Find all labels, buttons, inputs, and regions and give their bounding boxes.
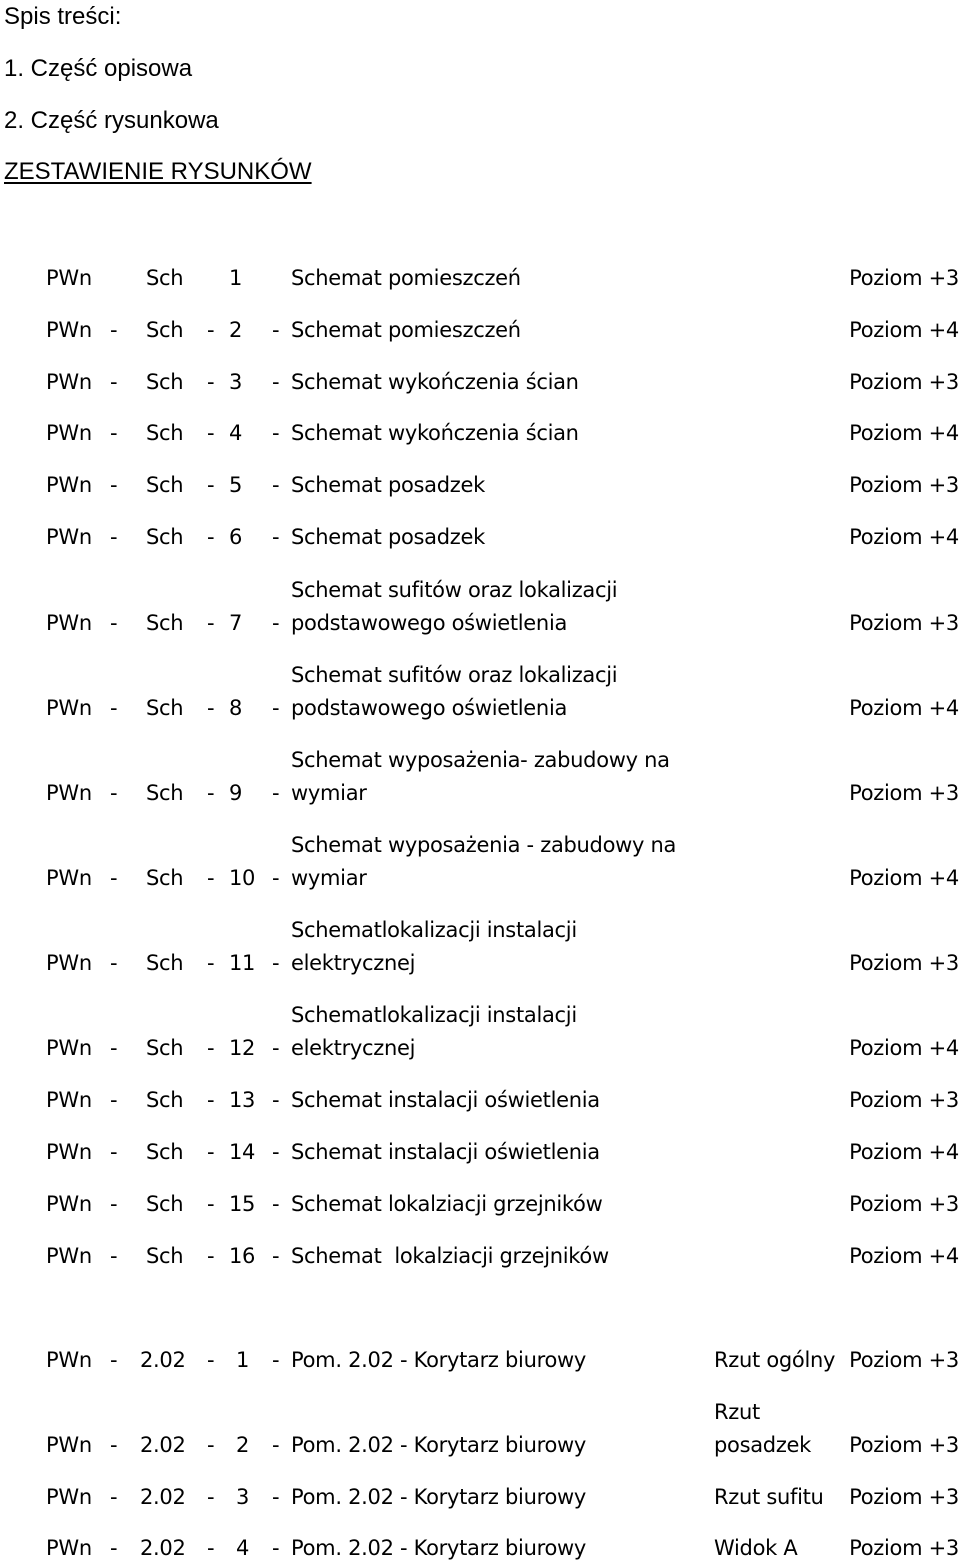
drawing-code: PWn <box>46 473 92 497</box>
separator: - <box>110 696 118 720</box>
separator: - <box>207 525 215 549</box>
drawing-series: 2.02 <box>140 1433 186 1457</box>
drawing-number: 15 <box>229 1192 256 1216</box>
drawing-code: PWn <box>46 781 92 805</box>
separator: - <box>272 1192 280 1216</box>
separator: - <box>207 611 215 635</box>
drawing-number: 7 <box>229 611 243 635</box>
separator: - <box>207 1433 215 1457</box>
separator: - <box>207 421 215 445</box>
drawing-number: 2 <box>229 318 243 342</box>
drawing-number: 9 <box>229 781 243 805</box>
part2-heading: 2. Część rysunkowa <box>4 107 219 134</box>
separator: - <box>110 1244 118 1268</box>
drawing-code: PWn <box>46 696 92 720</box>
drawing-number: 12 <box>229 1036 256 1060</box>
drawing-number: 11 <box>229 951 256 975</box>
drawing-series: Sch <box>146 1192 184 1216</box>
drawing-level: Poziom +4 <box>849 1036 959 1060</box>
drawing-view: Rzut posadzek <box>714 1400 812 1457</box>
drawing-view: Rzut sufitu <box>714 1485 824 1509</box>
drawing-series: Sch <box>146 611 184 635</box>
separator: - <box>110 781 118 805</box>
separator: - <box>207 1036 215 1060</box>
separator: - <box>207 1348 215 1372</box>
drawing-level: Poziom +3 <box>849 1433 959 1457</box>
separator: - <box>272 1140 280 1164</box>
drawing-description: Schemat wyposażenia- zabudowy na wymiar <box>291 748 670 805</box>
separator: - <box>110 473 118 497</box>
drawing-description: Pom. 2.02 - Korytarz biurowy <box>291 1536 587 1560</box>
part1-heading: 1. Część opisowa <box>4 55 193 82</box>
drawing-level: Poziom +4 <box>849 525 959 549</box>
drawing-code: PWn <box>46 1433 92 1457</box>
drawing-description: Schemat instalacji oświetlenia <box>291 1140 600 1164</box>
separator: - <box>207 473 215 497</box>
separator: - <box>110 318 118 342</box>
drawing-series: 2.02 <box>140 1348 186 1372</box>
separator: - <box>110 866 118 890</box>
drawing-code: PWn <box>46 611 92 635</box>
drawing-code: PWn <box>46 1485 92 1509</box>
drawing-level: Poziom +4 <box>849 1244 959 1268</box>
separator: - <box>110 525 118 549</box>
drawing-number: 14 <box>229 1140 256 1164</box>
drawing-code: PWn <box>46 525 92 549</box>
separator: - <box>110 1036 118 1060</box>
drawing-code: PWn <box>46 370 92 394</box>
separator: - <box>272 696 280 720</box>
drawing-description: Schemat lokalziacji grzejników <box>291 1244 609 1268</box>
separator: - <box>207 1140 215 1164</box>
drawing-level: Poziom +3 <box>849 473 959 497</box>
separator: - <box>110 951 118 975</box>
separator: - <box>207 1536 215 1560</box>
drawing-description: Pom. 2.02 - Korytarz biurowy <box>291 1485 587 1509</box>
separator: - <box>207 1192 215 1216</box>
drawing-code: PWn <box>46 1140 92 1164</box>
table-row <box>0 744 960 810</box>
drawing-series: Sch <box>146 1036 184 1060</box>
drawing-series: Sch <box>146 318 184 342</box>
separator: - <box>272 1036 280 1060</box>
separator: - <box>110 1088 118 1112</box>
separator: - <box>272 318 280 342</box>
drawing-description: Schemat pomieszczeń <box>291 318 521 342</box>
separator: - <box>272 951 280 975</box>
drawing-description: Pom. 2.02 - Korytarz biurowy <box>291 1348 587 1372</box>
drawing-number: 1 <box>229 266 243 290</box>
separator: - <box>110 421 118 445</box>
separator: - <box>272 1433 280 1457</box>
drawing-code: PWn <box>46 951 92 975</box>
drawing-code: PWn <box>46 421 92 445</box>
drawing-level: Poziom +4 <box>849 1140 959 1164</box>
drawing-code: PWn <box>46 1088 92 1112</box>
table-row <box>0 659 960 725</box>
drawing-number: 13 <box>229 1088 256 1112</box>
drawing-view: Rzut ogólny <box>714 1348 836 1372</box>
drawing-code: PWn <box>46 1348 92 1372</box>
separator: - <box>272 421 280 445</box>
drawing-number: 8 <box>229 696 243 720</box>
drawings-list-heading: ZESTAWIENIE RYSUNKÓW <box>4 158 312 185</box>
drawing-view: Widok A <box>714 1536 798 1560</box>
drawing-series: Sch <box>146 951 184 975</box>
drawing-number: 3 <box>229 370 243 394</box>
drawing-level: Poziom +4 <box>849 421 959 445</box>
table-row <box>0 829 960 895</box>
drawing-level: Poziom +3 <box>849 370 959 394</box>
drawing-code: PWn <box>46 1192 92 1216</box>
drawing-level: Poziom +4 <box>849 696 959 720</box>
drawing-description: Schemat pomieszczeń <box>291 266 521 290</box>
separator: - <box>207 370 215 394</box>
drawing-number: 4 <box>236 1536 250 1560</box>
drawing-code: PWn <box>46 318 92 342</box>
drawing-level: Poziom +4 <box>849 318 959 342</box>
drawing-series: Sch <box>146 1140 184 1164</box>
drawing-series: Sch <box>146 266 184 290</box>
separator: - <box>207 1088 215 1112</box>
toc-heading: Spis treści: <box>4 3 122 30</box>
drawing-series: Sch <box>146 696 184 720</box>
drawing-description: Schemat wyposażenia - zabudowy na wymiar <box>291 833 677 890</box>
drawing-number: 5 <box>229 473 243 497</box>
drawing-description: Schemat instalacji oświetlenia <box>291 1088 600 1112</box>
drawing-number: 10 <box>229 866 256 890</box>
drawing-description: Schemat wykończenia ścian <box>291 421 579 445</box>
drawing-level: Poziom +4 <box>849 866 959 890</box>
drawing-series: Sch <box>146 473 184 497</box>
drawing-number: 6 <box>229 525 243 549</box>
drawing-number: 1 <box>236 1348 250 1372</box>
separator: - <box>272 1348 280 1372</box>
drawing-description: Schematlokalizacji instalacji elektrycznej <box>291 918 577 975</box>
drawing-code: PWn <box>46 1244 92 1268</box>
separator: - <box>207 951 215 975</box>
drawing-level: Poziom +3 <box>849 1088 959 1112</box>
table-row <box>0 1396 960 1462</box>
separator: - <box>207 318 215 342</box>
drawing-series: 2.02 <box>140 1536 186 1560</box>
drawing-level: Poziom +3 <box>849 611 959 635</box>
separator: - <box>272 866 280 890</box>
separator: - <box>207 696 215 720</box>
drawing-description: Schemat lokalziacji grzejników <box>291 1192 603 1216</box>
drawing-series: Sch <box>146 421 184 445</box>
drawing-series: Sch <box>146 781 184 805</box>
separator: - <box>110 1140 118 1164</box>
drawing-description: Schemat posadzek <box>291 473 485 497</box>
drawing-description: Schemat wykończenia ścian <box>291 370 579 394</box>
drawing-level: Poziom +3 <box>849 1348 959 1372</box>
separator: - <box>272 1088 280 1112</box>
drawing-number: 3 <box>236 1485 250 1509</box>
drawing-number: 16 <box>229 1244 256 1268</box>
separator: - <box>272 525 280 549</box>
separator: - <box>272 473 280 497</box>
drawing-description: Schemat sufitów oraz lokalizacji podstawowego oświetlenia <box>291 578 618 635</box>
drawing-level: Poziom +3 <box>849 781 959 805</box>
drawing-series: Sch <box>146 1088 184 1112</box>
drawing-series: Sch <box>146 370 184 394</box>
drawing-description: Schemat sufitów oraz lokalizacji podstawowego oświetlenia <box>291 663 618 720</box>
separator: - <box>207 1244 215 1268</box>
drawing-code: PWn <box>46 1536 92 1560</box>
drawing-series: Sch <box>146 525 184 549</box>
separator: - <box>207 866 215 890</box>
drawing-code: PWn <box>46 266 92 290</box>
drawing-description: Schemat posadzek <box>291 525 485 549</box>
separator: - <box>272 1485 280 1509</box>
drawing-level: Poziom +3 <box>849 1536 959 1560</box>
separator: - <box>207 781 215 805</box>
drawing-series: Sch <box>146 1244 184 1268</box>
separator: - <box>110 1192 118 1216</box>
drawing-level: Poziom +3 <box>849 951 959 975</box>
table-row <box>0 574 960 640</box>
separator: - <box>110 370 118 394</box>
drawing-number: 4 <box>229 421 243 445</box>
drawing-level: Poziom +3 <box>849 1485 959 1509</box>
drawing-series: Sch <box>146 866 184 890</box>
table-row <box>0 914 960 980</box>
drawing-description: Schematlokalizacji instalacji elektrycznej <box>291 1003 577 1060</box>
separator: - <box>110 1536 118 1560</box>
drawing-description: Pom. 2.02 - Korytarz biurowy <box>291 1433 587 1457</box>
table-row <box>0 999 960 1065</box>
drawing-code: PWn <box>46 1036 92 1060</box>
separator: - <box>110 1348 118 1372</box>
separator: - <box>207 1485 215 1509</box>
separator: - <box>272 1244 280 1268</box>
separator: - <box>272 370 280 394</box>
drawing-code: PWn <box>46 866 92 890</box>
drawing-level: Poziom +3 <box>849 266 959 290</box>
separator: - <box>272 611 280 635</box>
separator: - <box>110 611 118 635</box>
drawing-level: Poziom +3 <box>849 1192 959 1216</box>
drawing-number: 2 <box>236 1433 250 1457</box>
separator: - <box>110 1433 118 1457</box>
separator: - <box>272 781 280 805</box>
separator: - <box>110 1485 118 1509</box>
separator: - <box>272 1536 280 1560</box>
drawing-series: 2.02 <box>140 1485 186 1509</box>
